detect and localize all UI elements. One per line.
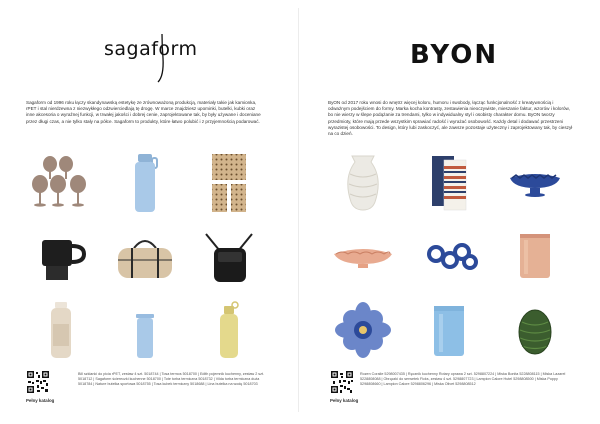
blue-flower-bowl-image — [328, 300, 398, 362]
water-bottle-image — [194, 300, 264, 362]
napkin-rings-image — [414, 226, 484, 288]
black-mug-image — [26, 226, 96, 288]
sagaform-intro: Sagaform od 1996 roku łączy skandynawską estetykę ze zrównoważoną produkcją, materiały takie jak kamionka, rPET i stal nierdzewna z niezwykłego odzwierciedlają tę drogę. W marce znajdziesz upominki, butelki, kubki oraz inne akcesoria o wyraźnej funkcji, w trwałej jakości i dobrej cenie, zaprojektowane tak, by były używane i doceniane przez długi czas, a nie tylko stały na półce. Sagaform to produkty, które łatwo polubić i z przyjemnością podarować. — [26, 100, 261, 124]
product-napkin-rings[interactable] — [414, 226, 484, 288]
cooler-bag-image — [194, 226, 264, 288]
catalog-spread — [8, 2, 592, 418]
product-cooler-bag[interactable] — [194, 226, 264, 288]
product-glasses[interactable] — [26, 152, 96, 214]
sport-bottle-image — [26, 300, 96, 362]
byon-logo: BYON — [410, 40, 499, 70]
product-green-bowl[interactable] — [500, 300, 570, 362]
green-leaf-bowl-image — [500, 300, 570, 362]
byon-page — [306, 2, 592, 418]
product-lantern-blue[interactable] — [414, 300, 484, 362]
qr-code-icon — [26, 370, 50, 394]
duffel-bag-image — [110, 226, 180, 288]
product-vase[interactable] — [328, 152, 398, 214]
white-vase-image — [328, 152, 398, 214]
orange-glass-bowl-image — [328, 226, 398, 288]
amber-lantern-image — [500, 226, 570, 288]
striped-towels-image — [414, 152, 484, 214]
sagaform-logo-stem — [152, 32, 172, 84]
product-sport-bottle[interactable] — [26, 300, 96, 362]
product-blue-bowl[interactable] — [500, 152, 570, 214]
sagaform-product-list: Bill szklanki do picia rPET, zestaw 4 szt. 5018744 | Tosa termos 5018700 | Edith pojemnik kuchenny, zestaw 2 szt. 5018712 | Sagaform ściereczki kuchenne 5018700 | Tote torba termiczna 5018732 | Vilda torba termiczna duża 5018784 | Nature butelka sportowa 5018755 | Tosa kubek termiczny 5018688 | Lina butelka na wodę 5018703 — [78, 372, 265, 386]
sky-blue-lantern-image — [414, 300, 484, 362]
page-gutter — [298, 8, 299, 412]
product-thermos[interactable] — [110, 152, 180, 214]
product-lantern-amber[interactable] — [500, 226, 570, 288]
product-duffel-bag[interactable] — [110, 226, 180, 288]
product-travel-mug[interactable] — [110, 300, 180, 362]
wine-glasses-image — [26, 152, 96, 214]
product-water-bottle[interactable] — [194, 300, 264, 362]
sagaform-logo: sagaform — [104, 38, 198, 60]
sagaform-qr-code[interactable] — [26, 370, 50, 394]
sagaform-catalog-label[interactable]: Pełny katalog — [26, 398, 55, 403]
byon-intro: ByON od 2017 roku wnosi do wnętrz więcej koloru, humoru i swobody, łącząc funkcjonalność z kreatywnością i odważnym podejściem do formy. Marka kocha kontrasty, zestawienia nieoczywiste, mieszanie faktur, wzorów i kolorów, bo nie wierzy w ślepe podążanie za trendami, tylko w indywidualny styl i osobisty charakter domu. ByON tworzy przedmioty, które mają przede wszystkim sprawiać radość i wyrażać osobowość. Każdy detal i dodawać przestrzeni wyrazistej osobowości. To design, który lubi zaskoczyć, ale zawsze pozostaje użyteczny i zaprojektowany tak, by cieszył na co dzień. — [328, 100, 573, 137]
qr-code-icon — [330, 370, 354, 394]
product-striped-towels[interactable] — [414, 152, 484, 214]
byon-qr-code[interactable] — [330, 370, 354, 394]
byon-catalog-label[interactable]: Pełny katalog — [330, 398, 359, 403]
kitchen-towels-image — [194, 152, 264, 214]
sagaform-page — [8, 2, 294, 418]
product-flower-bowl[interactable] — [328, 300, 398, 362]
blue-footed-bowl-image — [500, 152, 570, 214]
thermos-image — [110, 152, 180, 214]
product-mug[interactable] — [26, 226, 96, 288]
byon-product-list: Rozen Coralie 5298007435 | Ręcznik kuchenny Rotary oprawa 2 szt. 5298807224 | Miska Bonita 5228808115 | Miska Lazarel 5228808088 | Obrączki do serwetek Ficks, zestaw 4 szt. 5298807723 | Lampion Calore Hutel 5298808500 | Miska Poppy 5298808660 | Lampion Calore 5298806296 | Miska Olivet 5298808512 — [360, 372, 566, 386]
product-kitchen-towels[interactable] — [194, 152, 264, 214]
travel-mug-image — [110, 300, 180, 362]
product-glass-bowl[interactable] — [328, 226, 398, 288]
